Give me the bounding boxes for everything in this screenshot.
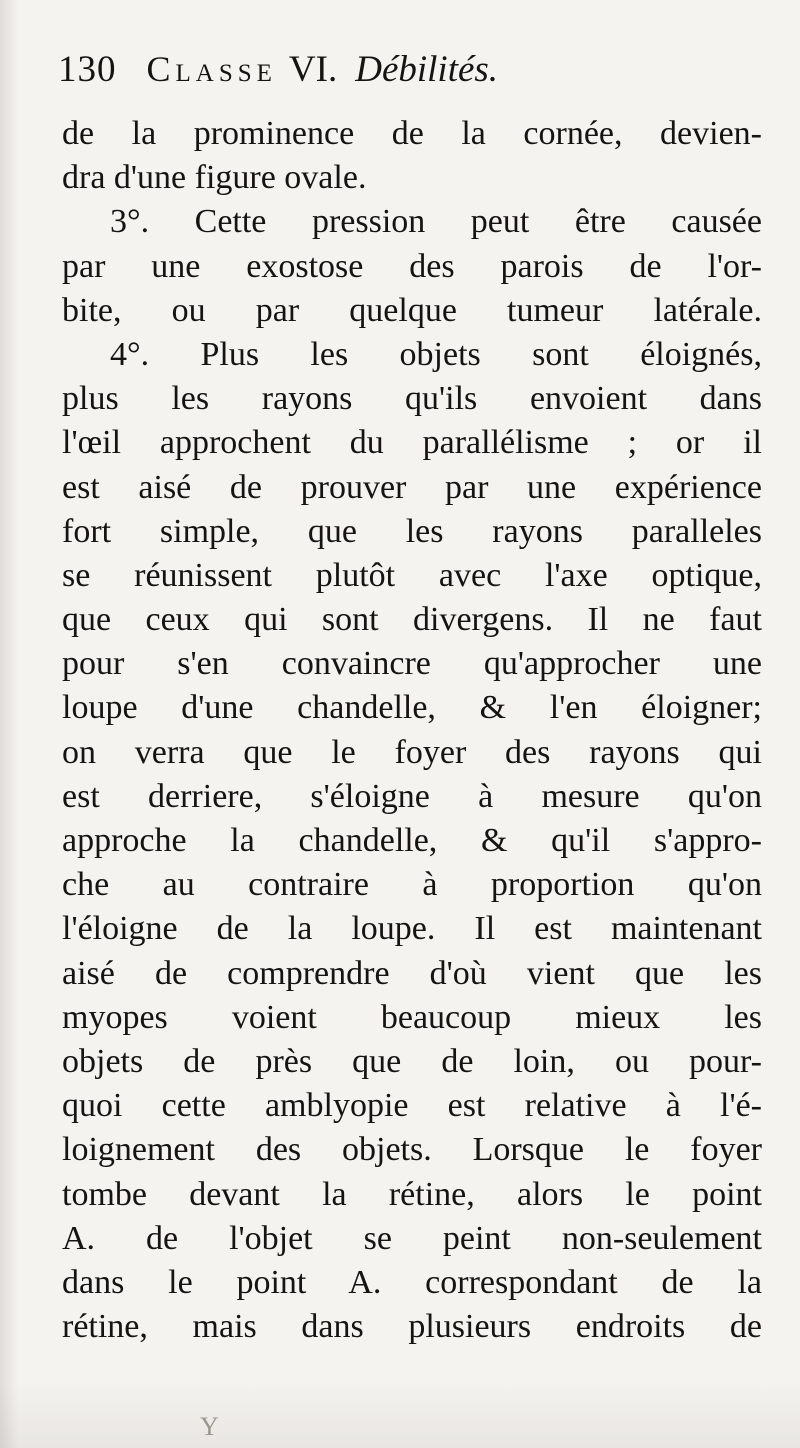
- body-text: [62, 112, 762, 1349]
- text-line: quoi cette amblyopie est relative à l'é-: [62, 1087, 762, 1125]
- text-line: plus les rayons qu'ils envoient dans: [62, 380, 762, 418]
- text-line: rétine, mais dans plusieurs endroits de: [62, 1308, 762, 1346]
- class-numeral: VI.: [288, 49, 338, 90]
- text-line: tombe devant la rétine, alors le point: [62, 1175, 762, 1213]
- text-line: se réunissent plutôt avec l'axe optique,: [62, 556, 762, 594]
- text-line: che au contraire à proportion qu'on: [62, 866, 762, 904]
- text-line: l'œil approchent du parallélisme ; or il: [62, 424, 762, 462]
- text-line: par une exostose des parois de l'or-: [62, 247, 762, 285]
- class-label: Classe: [146, 49, 277, 89]
- text-line: objets de près que de loin, ou pour-: [62, 1042, 762, 1080]
- text-line: pour s'en convaincre qu'approcher une: [62, 645, 762, 683]
- text-line: myopes voient beaucoup mieux les: [62, 998, 762, 1036]
- page-number: 130: [58, 49, 117, 90]
- page-header: [58, 48, 758, 104]
- text-line: l'éloigne de la loupe. Il est maintenant: [62, 910, 762, 948]
- text-line: dans le point A. correspondant de la: [62, 1263, 762, 1301]
- text-line: que ceux qui sont divergens. Il ne faut: [62, 601, 762, 639]
- text-line: 3°. Cette pression peut être causée: [110, 203, 762, 241]
- text-line: fort simple, que les rayons paralleles: [62, 512, 762, 550]
- text-line: est aisé de prouver par une expérience: [62, 468, 762, 506]
- text-line: de la prominence de la cornée, devien-: [62, 115, 762, 152]
- text-line: approche la chandelle, & qu'il s'appro-: [62, 822, 762, 859]
- text-line: dra d'une figure ovale.: [62, 159, 367, 197]
- text-line: loupe d'une chandelle, & l'en éloigner;: [62, 689, 762, 727]
- text-line: aisé de comprendre d'où vient que les: [62, 954, 762, 992]
- catchword: Y: [200, 1412, 219, 1441]
- text-line: A. de l'objet se peint non-seulement: [62, 1219, 762, 1257]
- running-title: Débilités.: [355, 49, 499, 90]
- text-line: 4°. Plus les objets sont éloignés,: [110, 335, 762, 373]
- text-line: on verra que le foyer des rayons qui: [62, 733, 762, 771]
- text-line: loignement des objets. Lorsque le foyer: [62, 1131, 762, 1169]
- text-line: est derriere, s'éloigne à mesure qu'on: [62, 777, 762, 815]
- text-line: bite, ou par quelque tumeur latérale.: [62, 291, 762, 329]
